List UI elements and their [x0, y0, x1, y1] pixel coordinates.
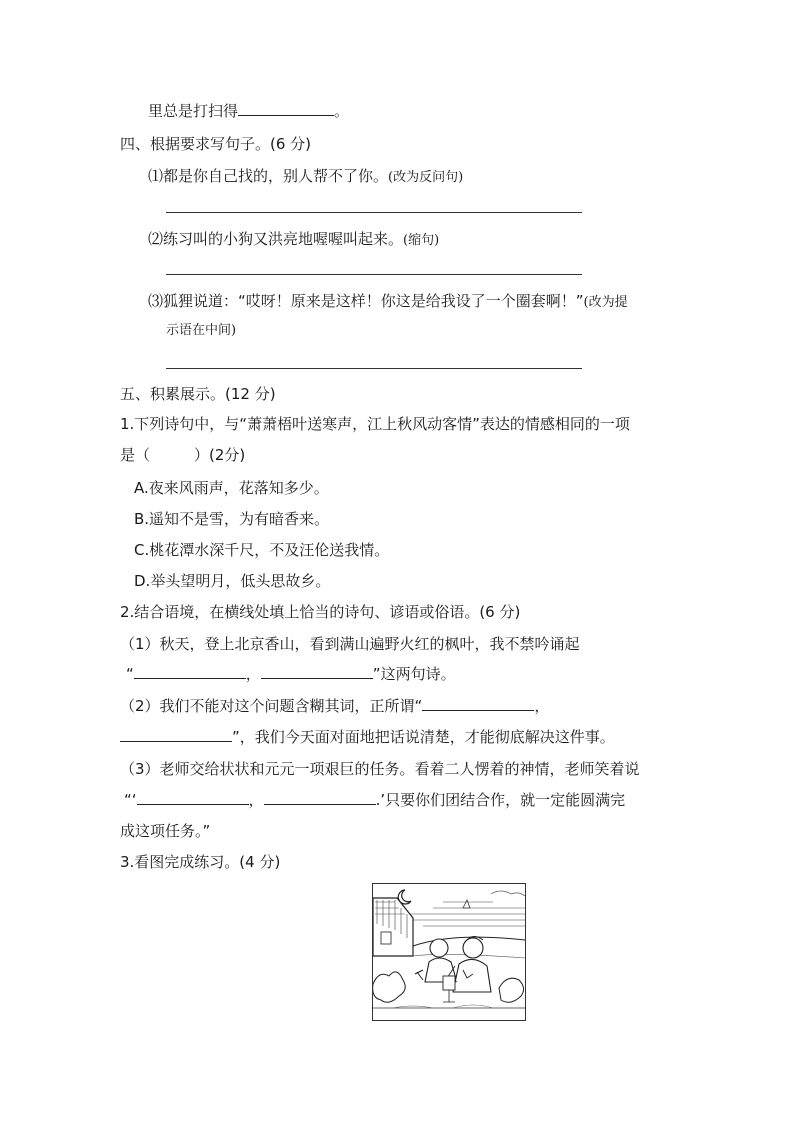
q3-tail-suffix: 。	[334, 102, 350, 120]
option-a: A.夜来风雨声，花落知多少。	[134, 479, 329, 497]
illustration-drawing	[373, 884, 525, 1020]
p2-tail: ”，我们今天面对面地把话说清楚，才能彻底解决这件事。	[232, 728, 615, 746]
s5-q2-p1-line1: （1）秋天，登上北京香山，看到满山遍野火红的枫叶，我不禁吟诵起	[120, 635, 580, 653]
answer-line-2[interactable]	[166, 274, 582, 275]
s5-q2-p3-line3: 成这项任务。”	[120, 822, 211, 840]
q3-tail-line	[148, 101, 349, 121]
option-d: D.举头望明月，低头思故乡。	[134, 572, 331, 590]
s5-q1-line2	[120, 445, 245, 465]
answer-blank[interactable]	[137, 790, 249, 805]
answer-blank[interactable]	[120, 727, 232, 742]
answer-blank[interactable]	[264, 790, 376, 805]
section5-heading: 五、积累展示。(12 分)	[120, 385, 276, 403]
option-c: C.桃花潭水深千尺，不及汪伦送我情。	[134, 541, 390, 559]
s4-item-1-text: ⑴都是你自己找的，别人帮不了你。	[148, 167, 389, 185]
sailboat-icon	[463, 900, 470, 908]
s4-item-3-text: ⑶狐狸说道：“哎呀！原来是这样！你这是给我设了一个圈套啊！”	[148, 292, 584, 310]
open-quote: “	[126, 665, 134, 683]
p2-text: （2）我们不能对这个问题含糊其词，正所谓“	[120, 697, 423, 715]
s4-item-1-note: (改为反问句)	[388, 170, 464, 185]
answer-line-3[interactable]	[166, 368, 582, 369]
s5-q2-stem: 2.结合语境，在横线处填上恰当的诗句、谚语或俗语。(6 分)	[120, 603, 521, 621]
s5-q2-p3-line2	[124, 790, 625, 810]
answer-line-1[interactable]	[166, 212, 582, 213]
p1-tail: ”这两句诗。	[372, 665, 456, 683]
child-head	[430, 939, 448, 957]
answer-blank[interactable]	[134, 664, 246, 679]
s4-item-2-note: (缩句)	[403, 233, 440, 248]
s5-q2-p1-line2	[126, 664, 456, 684]
s4-item-1	[148, 166, 463, 187]
comma: ，	[534, 697, 550, 715]
s4-item-3-note-cont: 示语在中间)	[166, 323, 237, 338]
s5-q2-p2-line2	[120, 727, 615, 747]
s5-q3-stem: 3.看图完成练习。(4 分)	[120, 853, 281, 871]
s4-item-3-note: (改为提	[583, 295, 628, 310]
answer-blank[interactable]	[238, 101, 334, 116]
open-quote: “‘	[124, 791, 137, 809]
answer-blank[interactable]	[261, 664, 373, 679]
s5-q1-line1: 1.下列诗句中，与“萧萧梧叶送寒声，江上秋风动客情”表达的情感相同的一项	[120, 415, 630, 433]
s4-item-2	[148, 229, 439, 250]
s4-item-2-text: ⑵练习叫的小狗又洪亮地喔喔叫起来。	[148, 230, 404, 248]
option-b: B.遥知不是雪，为有暗香来。	[134, 510, 330, 528]
s5-q1-prefix: 是（	[120, 446, 151, 464]
illustration-moon-reading	[372, 883, 526, 1021]
s5-q1-suffix: ）(2分)	[194, 446, 246, 464]
q3-tail-prefix: 里总是打扫得	[148, 102, 239, 120]
s4-item-3	[148, 291, 628, 312]
section4-heading: 四、根据要求写句子。(6 分)	[120, 135, 312, 153]
answer-blank[interactable]	[422, 696, 534, 711]
s5-q2-p3-line1: （3）老师交给状状和元元一项艰巨的任务。看着二人愣着的神情，老师笑着说	[120, 760, 640, 778]
comma: ，	[245, 665, 261, 683]
lantern-icon	[443, 976, 455, 990]
tree-icon	[373, 972, 405, 1002]
p3-tail: .’只要你们团结合作，就一定能圆满完	[375, 791, 626, 809]
s5-q2-p2-line1	[120, 696, 549, 716]
comma: ，	[248, 791, 264, 809]
